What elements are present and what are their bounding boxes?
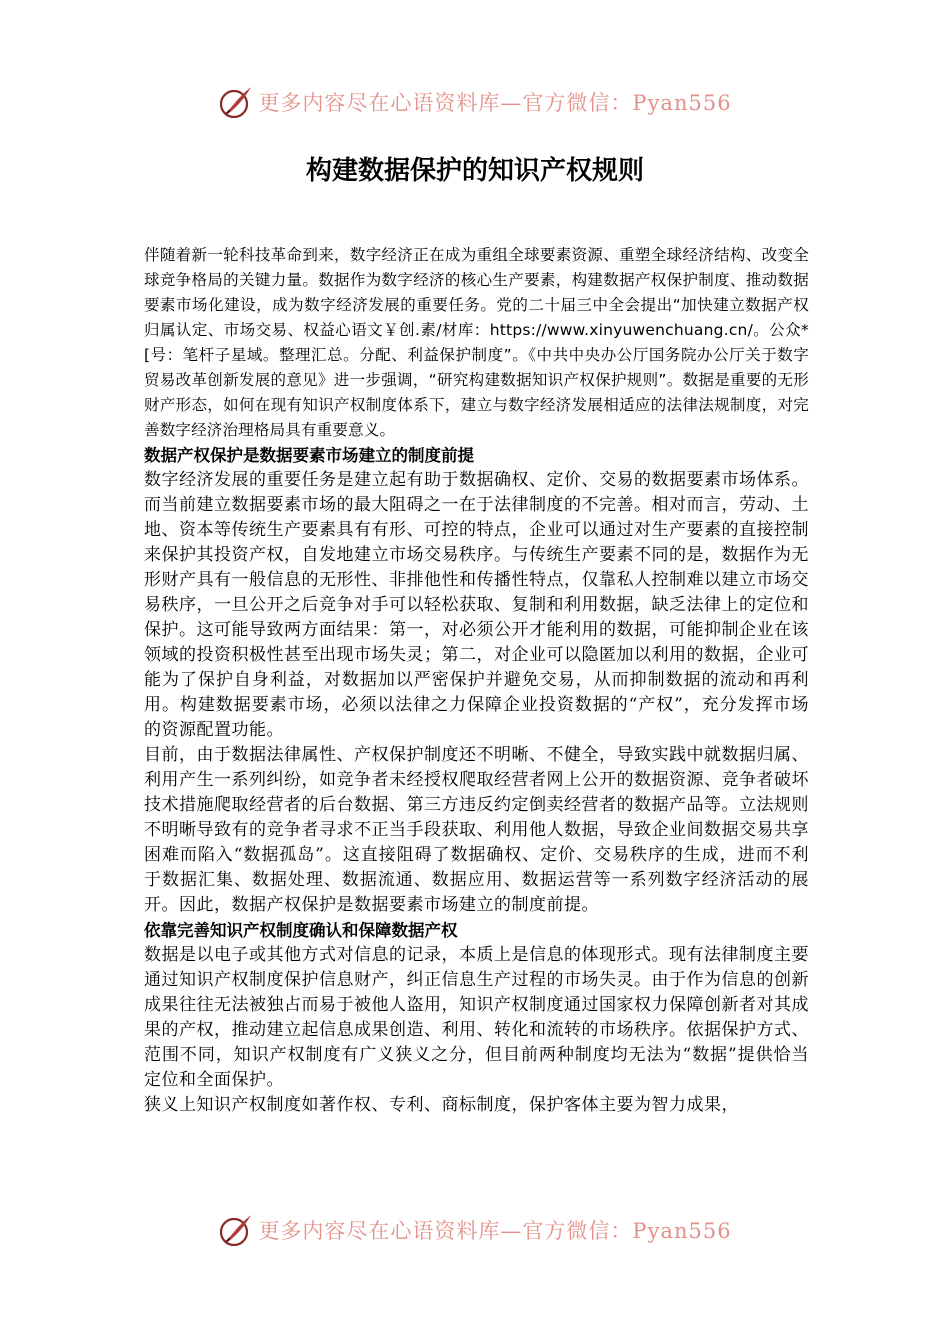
document-title: 构建数据保护的知识产权规则	[305, 156, 644, 186]
body-paragraph: 狭义上知识产权制度如著作权、专利、商标制度，保护客体主要为智力成果，	[144, 1095, 739, 1115]
article-body	[144, 243, 809, 1118]
section-heading: 依靠完善知识产权制度确认和保障数据产权	[144, 921, 458, 940]
intro-paragraph: 伴随着新一轮科技革命到来，数字经济正在成为重组全球要素资源、重塑全球经济结构、改变全球竞争格局的关键力量。数据作为数字经济的核心生产要素，构建数据产权保护制度、推动数据要素市场化建设，成为数字经济发展的重要任务。党的二十届三中全会提出“加快建立数据产权归属认定、市场交易、权益心语文￥创.素/材库：https://www.xinyuwenchuang.cn/。公众*[号：笔杆子星域。整理汇总。分配、利益保护制度”。《中共中央办公厅国务院办公厅关于数字贸易改革创新发展的意见》进一步强调，“研究构建数据知识产权保护规则”。数据是重要的无形财产形态，如何在现有知识产权制度体系下，建立与数字经济发展相适应的法律法规制度，对完善数字经济治理格局具有重要意义。	[144, 246, 809, 439]
body-paragraph: 数字经济发展的重要任务是建立起有助于数据确权、定价、交易的数据要素市场体系。而当前建立数据要素市场的最大阻碍之一在于法律制度的不完善。相对而言，劳动、土地、资本等传统生产要素具有有形、可控的特点，企业可以通过对生产要素的直接控制来保护其投资产权，自发地建立市场交易秩序。与传统生产要素不同的是，数据作为无形财产具有一般信息的无形性、非排他性和传播性特点，仅靠私人控制难以建立市场交易秩序，一旦公开之后竞争对手可以轻松获取、复制和利用数据，缺乏法律上的定位和保护。这可能导致两方面结果：第一，对必须公开才能利用的数据，可能抑制企业在该领域的投资积极性甚至出现市场失灵；第二，对企业可以隐匿加以利用的数据，企业可能为了保护自身利益，对数据加以严密保护并避免交易，从而抑制数据的流动和再利用。构建数据要素市场，必须以法律之力保障企业投资数据的“产权”，充分发挥市场的资源配置功能。	[144, 470, 809, 740]
header-banner-text: 更多内容尽在心语资料库—官方微信：Pyan556	[258, 91, 732, 115]
footer-banner-text: 更多内容尽在心语资料库—官方微信：Pyan556	[258, 1219, 732, 1243]
header-banner	[0, 80, 950, 124]
quill-pen-logo-icon	[218, 84, 254, 120]
body-paragraph: 目前，由于数据法律属性、产权保护制度还不明晰、不健全，导致实践中就数据归属、利用产生一系列纠纷，如竞争者未经授权爬取经营者网上公开的数据资源、竞争者破坏技术措施爬取经营者的后台数据、第三方违反约定倒卖经营者的数据产品等。立法规则不明晰导致有的竞争者寻求不正当手段获取、利用他人数据，导致企业间数据交易共享困难而陷入“数据孤岛”。这直接阻碍了数据确权、定价、交易秩序的生成，进而不利于数据汇集、数据处理、数据流通、数据应用、数据运营等一系列数字经济活动的展开。因此，数据产权保护是数据要素市场建立的制度前提。	[144, 745, 809, 915]
section-heading: 数据产权保护是数据要素市场建立的制度前提	[144, 446, 474, 465]
quill-pen-logo-icon	[218, 1212, 254, 1248]
footer-banner	[0, 1208, 950, 1252]
body-paragraph: 数据是以电子或其他方式对信息的记录，本质上是信息的体现形式。现有法律制度主要通过知识产权制度保护信息财产，纠正信息生产过程的市场失灵。由于作为信息的创新成果往往无法被独占而易于被他人盗用，知识产权制度通过国家权力保障创新者对其成果的产权，推动建立起信息成果创造、利用、转化和流转的市场秩序。依据保护方式、范围不同，知识产权制度有广义狭义之分，但目前两种制度均无法为“数据”提供恰当定位和全面保护。	[144, 945, 809, 1090]
